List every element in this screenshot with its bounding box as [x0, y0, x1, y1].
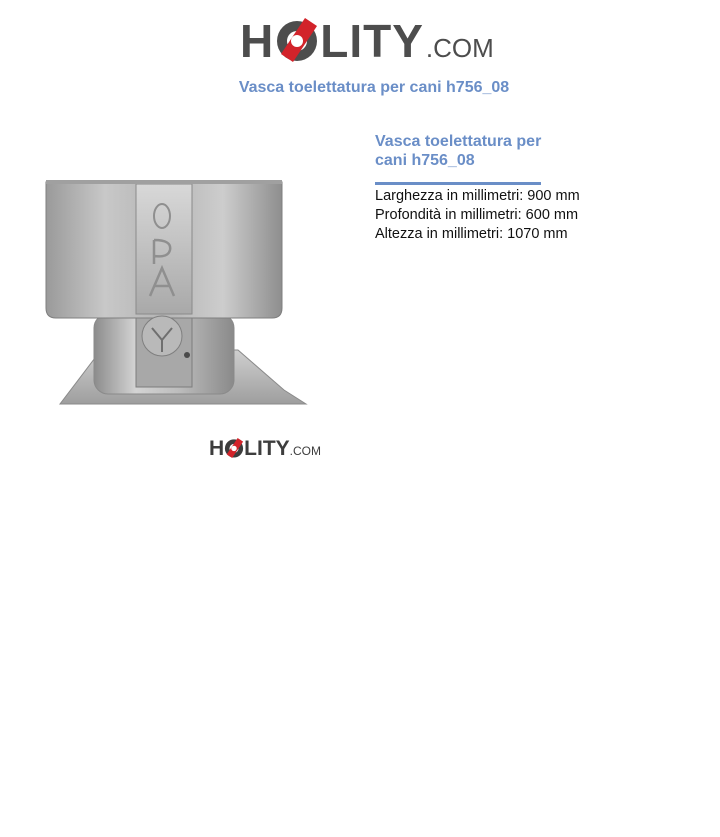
logo-domain: .COM [425, 33, 494, 63]
heading-divider [375, 182, 541, 185]
site-logo[interactable] [240, 12, 494, 67]
product-info [375, 132, 695, 244]
grooming-tub-illustration [40, 122, 330, 474]
page-title: Vasca toelettatura per cani h756_08 [238, 79, 510, 96]
spec-width: Larghezza in millimetri: 900 mm [375, 188, 580, 204]
watermark-o-icon [224, 437, 244, 459]
watermark-letters-lity: LITY [244, 437, 290, 460]
watermark-letter-h: H [209, 437, 225, 460]
logo-letters-lity: LITY [320, 15, 424, 67]
spec-list [375, 187, 695, 244]
product-heading: Vasca toelettatura per cani h756_08 [375, 133, 542, 169]
logo-o-icon [275, 16, 319, 64]
product-image [40, 122, 330, 474]
spec-height: Altezza in millimetri: 1070 mm [375, 226, 568, 242]
image-watermark-logo [209, 437, 321, 459]
logo-letter-h: H [240, 15, 275, 67]
spec-depth: Profondità in millimetri: 600 mm [375, 207, 579, 223]
watermark-domain: .COM [289, 444, 322, 458]
